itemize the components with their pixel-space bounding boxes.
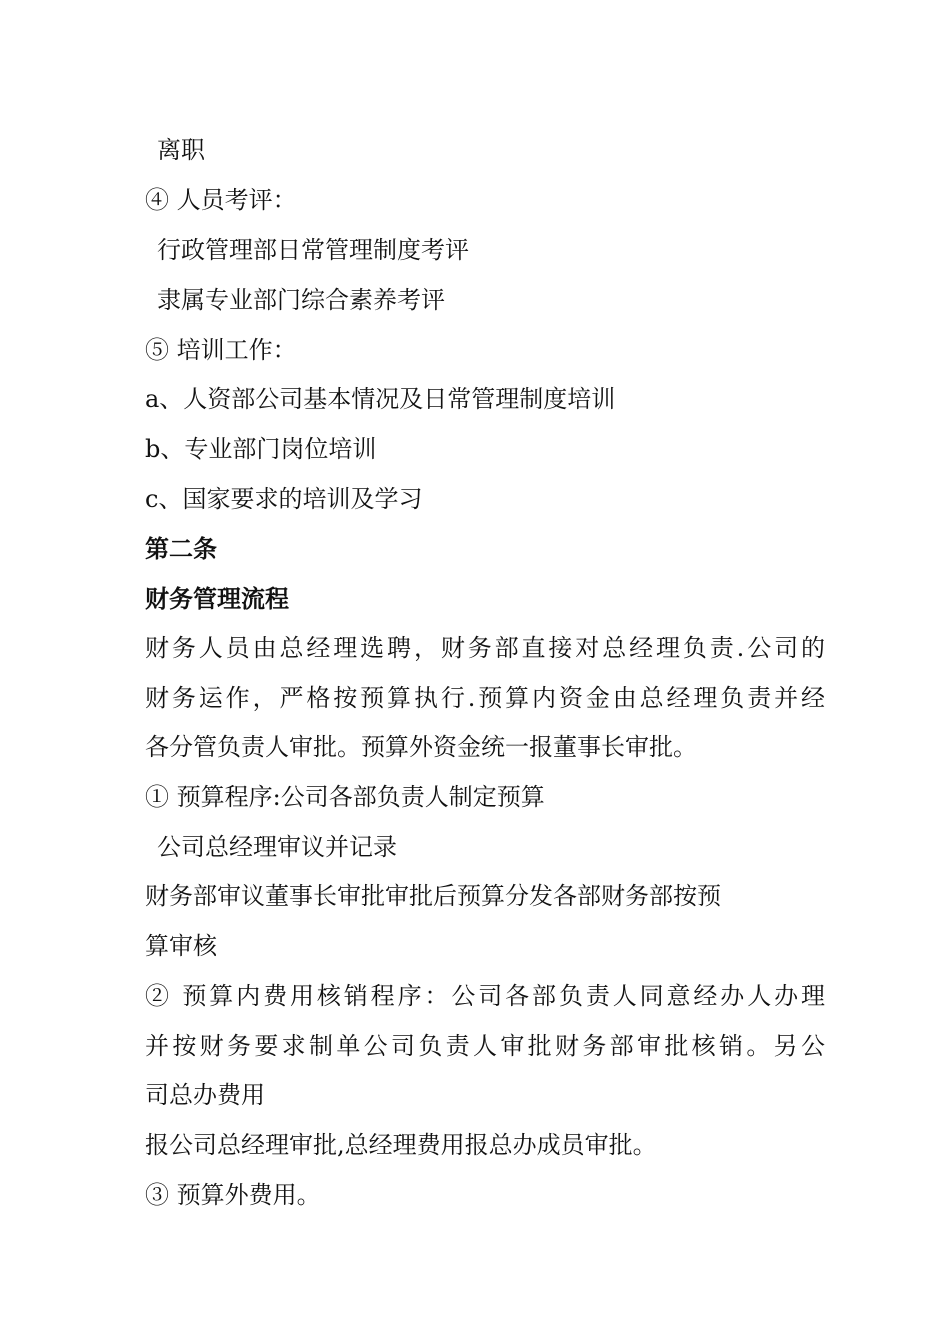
paragraph-line: 各分管负责人审批。预算外资金统一报董事长审批。 bbox=[145, 733, 697, 761]
article-heading: 第二条 bbox=[145, 535, 217, 563]
training-item-c: c、国家要求的培训及学习 bbox=[145, 485, 423, 513]
item-4-heading: ④ 人员考评： bbox=[145, 186, 297, 214]
paragraph-line: 算审核 bbox=[145, 932, 217, 960]
training-item-b: b、专业部门岗位培训 bbox=[145, 435, 377, 463]
expense-procedure-heading: ② 预算内费用核销程序：公司各部负责人同意经办人办理 bbox=[145, 982, 825, 1010]
paragraph-line: 财务人员由总经理选聘，财务部直接对总经理负责.公司的 bbox=[145, 634, 825, 662]
paragraph-line: 并按财务要求制单公司负责人审批财务部审批核销。另公 bbox=[145, 1032, 825, 1060]
off-budget-expense-heading: ③ 预算外费用。 bbox=[145, 1181, 321, 1209]
text-line-admin-evaluation: 行政管理部日常管理制度考评 bbox=[157, 236, 469, 264]
text-line-dept-evaluation: 隶属专业部门综合素养考评 bbox=[157, 286, 445, 314]
paragraph-line: 司总办费用 bbox=[145, 1081, 265, 1109]
paragraph-line: 财务运作，严格按预算执行.预算内资金由总经理负责并经 bbox=[145, 684, 825, 712]
training-item-a: a、人资部公司基本情况及日常管理制度培训 bbox=[145, 385, 616, 413]
item-5-heading: ⑤ 培训工作： bbox=[145, 336, 297, 364]
text-line-gm-review: 公司总经理审议并记录 bbox=[157, 833, 397, 861]
paragraph-line: 财务部审议董事长审批审批后预算分发各部财务部按预 bbox=[145, 882, 721, 910]
budget-procedure-heading: ① 预算程序:公司各部负责人制定预算 bbox=[145, 783, 545, 811]
paragraph-line: 报公司总经理审批,总经理费用报总办成员审批。 bbox=[145, 1131, 657, 1159]
section-heading-finance: 财务管理流程 bbox=[145, 585, 289, 613]
text-line-resignation: 离职 bbox=[157, 136, 205, 164]
